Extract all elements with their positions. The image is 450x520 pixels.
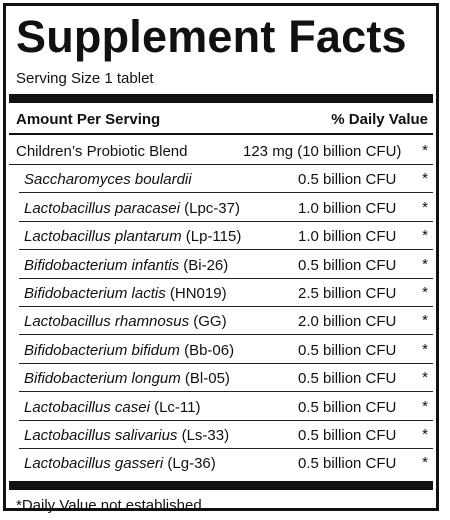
ingredient-amount: 2.0 billion CFU (298, 313, 397, 331)
organism-name: Lactobacillus rhamnosus (24, 313, 190, 331)
strain-code: (Lg-36) (163, 455, 216, 473)
organism-name: Lactobacillus gasseri (24, 455, 164, 473)
daily-value-mark: * (422, 142, 428, 159)
daily-value-mark: * (422, 397, 428, 415)
header-divider (9, 133, 433, 135)
ingredient-amount: 0.5 billion CFU (298, 370, 397, 388)
organism-name: Bifidobacterium longum (24, 370, 181, 388)
daily-value-mark: * (422, 369, 428, 387)
daily-value-mark: * (422, 255, 428, 273)
row-divider (9, 164, 433, 165)
row-divider (19, 221, 433, 222)
organism-name: Saccharomyces boulardii (24, 171, 192, 189)
ingredient-name (24, 170, 192, 190)
organism-name: Lactobacillus paracasei (24, 199, 180, 217)
organism-name: Bifidobacterium infantis (24, 256, 180, 274)
organism-name: Lactobacillus plantarum (24, 228, 182, 246)
ingredient-amount: 123 mg (10 billion CFU) (243, 143, 402, 160)
daily-value-mark: * (422, 198, 428, 216)
ingredient-amount: 0.5 billion CFU (298, 427, 397, 444)
ingredient-amount: 0.5 billion CFU (298, 256, 397, 274)
ingredient-name (24, 256, 228, 276)
ingredient-row (6, 338, 436, 364)
organism-name: Lactobacillus salivarius (24, 427, 178, 444)
amount-per-serving-header: Amount Per Serving (16, 111, 161, 128)
ingredient-name (16, 142, 187, 162)
strain-code: (Bb-06) (179, 341, 235, 359)
daily-value-mark: * (422, 312, 428, 330)
panel-title: Supplement Facts (16, 11, 407, 62)
ingredient-row (6, 196, 436, 222)
ingredient-amount: 0.5 billion CFU (298, 171, 397, 189)
ingredient-name (24, 199, 240, 219)
ingredient-amount: 0.5 billion CFU (298, 341, 397, 359)
ingredient-row (6, 253, 436, 279)
row-divider (19, 420, 433, 421)
strain-code: (HN019) (165, 285, 227, 302)
ingredient-row (6, 309, 436, 335)
row-divider (19, 192, 433, 193)
row-divider (19, 334, 433, 335)
daily-value-mark: * (422, 426, 428, 443)
row-divider (19, 306, 433, 307)
row-divider (19, 278, 433, 279)
daily-value-mark: * (422, 454, 428, 472)
row-divider (19, 363, 433, 364)
strain-code: (Lp-115) (181, 228, 242, 246)
ingredient-amount: 1.0 billion CFU (298, 199, 397, 217)
ingredient-name (24, 426, 229, 446)
daily-value-mark: * (422, 340, 428, 358)
ingredient-name (24, 454, 216, 474)
ingredient-row (6, 167, 436, 193)
ingredient-amount: 1.0 billion CFU (298, 228, 397, 246)
organism-name: Bifidobacterium lactis (24, 285, 166, 302)
daily-value-mark: * (422, 170, 428, 188)
row-divider (19, 448, 433, 449)
ingredient-row (6, 281, 436, 307)
strain-code: (GG) (189, 313, 227, 331)
ingredient-amount: 2.5 billion CFU (298, 285, 397, 302)
ingredient-name (24, 369, 230, 389)
strain-code: (Lpc-37) (179, 199, 240, 217)
daily-value-mark: * (422, 284, 428, 301)
ingredient-row (6, 395, 436, 421)
ingredient-name (24, 398, 200, 418)
supplement-facts-panel (3, 3, 439, 514)
strain-code: (Bi-26) (179, 256, 229, 274)
ingredient-row (6, 423, 436, 449)
ingredient-amount: 0.5 billion CFU (298, 455, 397, 473)
thick-divider-top (9, 94, 433, 103)
ingredient-name (24, 284, 227, 304)
row-divider (19, 249, 433, 250)
ingredient-name (24, 312, 227, 332)
footnote: *Daily Value not established. (16, 497, 206, 514)
blend-row (6, 139, 436, 165)
strain-code: (Bl-05) (180, 370, 230, 388)
ingredient-name (24, 227, 241, 247)
daily-value-header: % Daily Value (331, 111, 428, 128)
daily-value-mark: * (422, 227, 428, 245)
organism-name: Lactobacillus casei (24, 398, 150, 416)
ingredient-amount: 0.5 billion CFU (298, 398, 397, 416)
thick-divider-bottom (9, 481, 433, 490)
ingredient-row (6, 366, 436, 392)
strain-code: (Ls-33) (177, 427, 230, 444)
ingredient-name (24, 341, 234, 361)
row-divider (19, 391, 433, 392)
ingredient-row (6, 451, 436, 477)
serving-size: Serving Size 1 tablet (16, 70, 154, 87)
strain-code: (Lc-11) (149, 398, 201, 416)
blend-name: Children’s Probiotic Blend (16, 143, 188, 160)
ingredient-row (6, 224, 436, 250)
organism-name: Bifidobacterium bifidum (24, 341, 180, 359)
